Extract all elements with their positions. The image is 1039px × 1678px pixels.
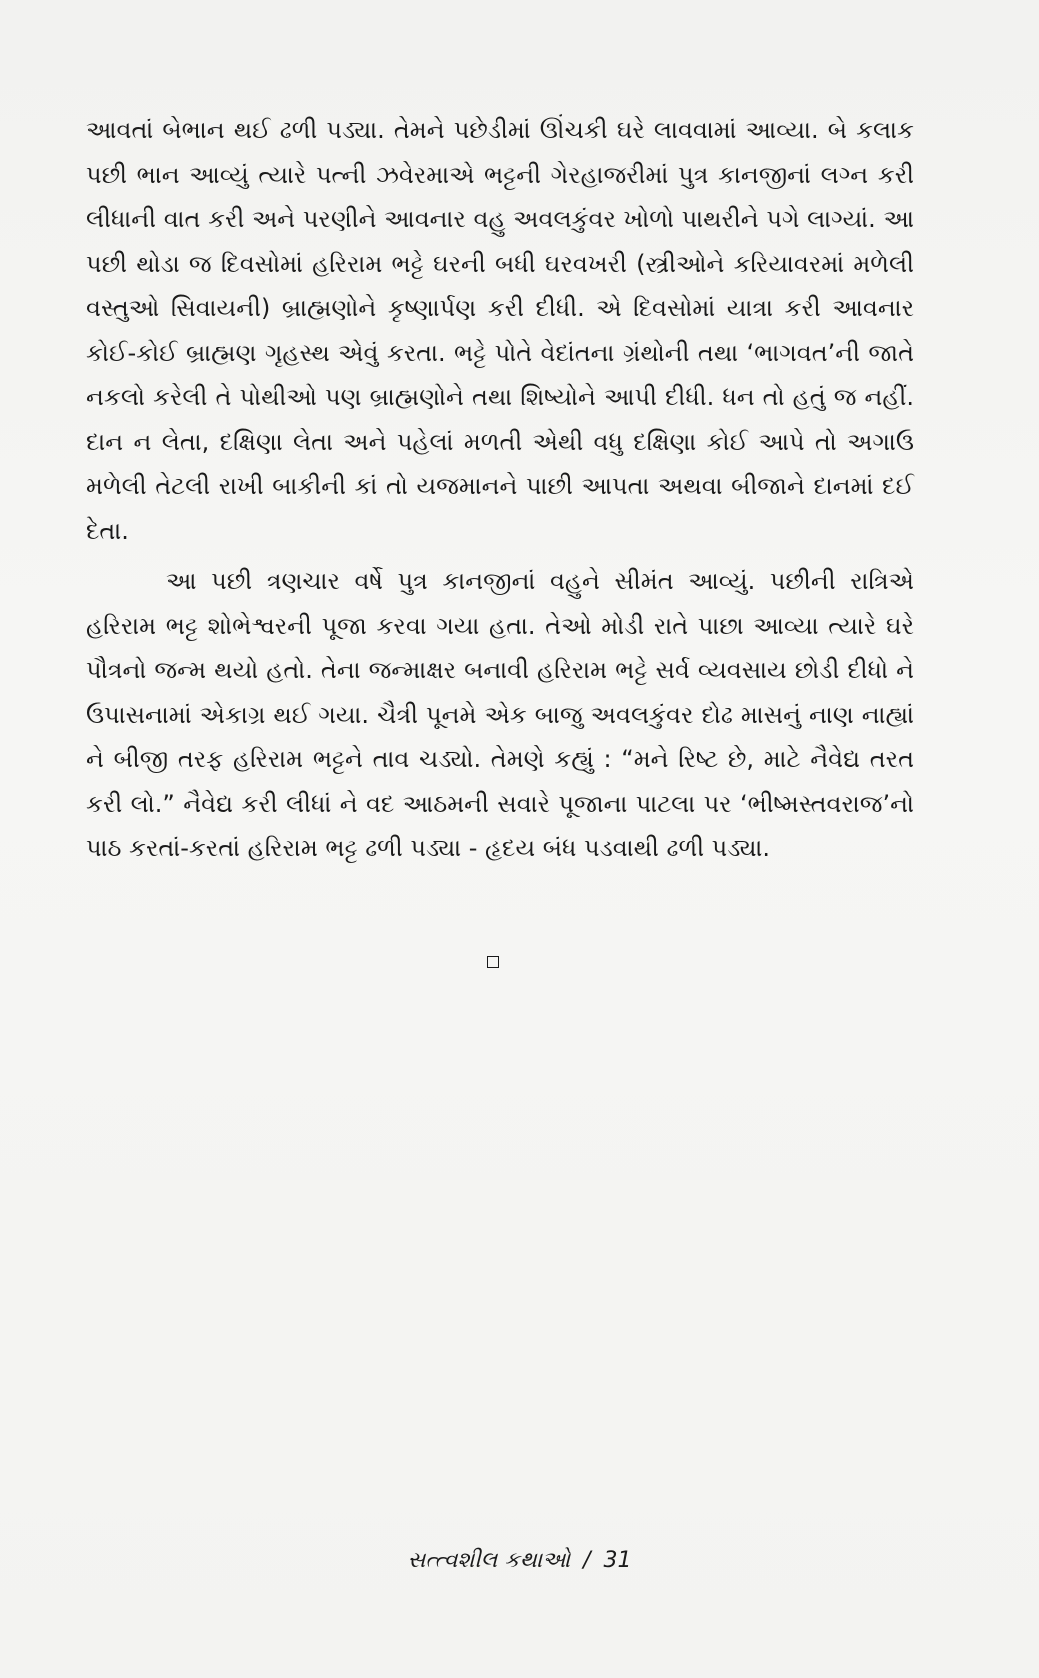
paragraph-2: આ પછી ત્રણચાર વર્ષે પુત્ર કાનજીનાં વહુને સીમંત આવ્યું. પછીની રાત્રિએ હરિરામ ભટ્ટ શોભેશ્વરની પૂજા કરવા ગયા હતા. તેઓ મોડી રાતે પાછા આવ્યા ત્યારે ઘરે પૌત્રનો જન્મ થયો હતો. તેના જન્માક્ષર બનાવી હરિરામ ભટ્ટે સર્વ વ્યવસાય છોડી દીધો ને ઉપાસનામાં એકાગ્ર થઈ ગયા. ચૈત્રી પૂનમે એક બાજુ અવલકુંવર દોઢ માસનું નાણ નાહ્યાં ને બીજી તરફ હરિરામ ભટ્ટને તાવ ચડ્યો. તેમણે કહ્યું : “મને રિષ્ટ છે, માટે નૈવેદ્ય તરત કરી લો.” નૈવેદ્ય કરી લીધાં ને વદ આઠમની સવારે પૂજાના પાટલા પર ‘ભીષ્મસ્તવરાજ’નો પાઠ કરતાં-કરતાં હરિરામ ભટ્ટ ઢળી પડ્યા - હૃદય બંધ પડવાથી ઢળી પડ્યા. [86,567,914,862]
page-footer [0,1548,1039,1573]
footer-separator: / [583,1548,591,1573]
section-end-square-icon [487,956,499,968]
paragraph-1: આવતાં બેભાન થઈ ઢળી પડ્યા. તેમને પછેડીમાં ઊંચકી ઘરે લાવવામાં આવ્યા. બે કલાક પછી ભાન આવ્યું ત્યારે પત્ની ઝવેરમાએ ભટ્ટની ગેરહાજરીમાં પુત્ર કાનજીનાં લગ્ન કરી લીધાની વાત કરી અને પરણીને આવનાર વહુ અવલકુંવર ખોળો પાથરીને પગે લાગ્યાં. આ પછી થોડા જ દિવસોમાં હરિરામ ભટ્ટે ઘરની બધી ઘરવખરી (સ્ત્રીઓને કરિયાવરમાં મળેલી વસ્તુઓ સિવાયની) બ્રાહ્મણોને કૃષ્ણાર્પણ કરી દીધી. એ દિવસોમાં યાત્રા કરી આવનાર કોઈ-કોઈ બ્રાહ્મણ ગૃહસ્થ એવું કરતા. ભટ્ટે પોતે વેદાંતના ગ્રંથોની તથા ‘ભાગવત’ની જાતે નકલો કરેલી તે પોથીઓ પણ બ્રાહ્મણોને તથા શિષ્યોને આપી દીધી. ધન તો હતું જ નહીં. દાન ન લેતા, દક્ષિણા લેતા અને પહેલાં મળતી એથી વધુ દક્ષિણા કોઈ આપે તો અગાઉ મળેલી તેટલી રાખી બાકીની કાં તો યજમાનને પાછી આપતા અથવા બીજાને દાનમાં દઈ દેતા. [86,116,914,545]
page-body-text [86,108,914,871]
page-number: 31 [603,1548,632,1573]
footer-book-title: સત્ત્વશીલ કથાઓ [407,1548,571,1573]
